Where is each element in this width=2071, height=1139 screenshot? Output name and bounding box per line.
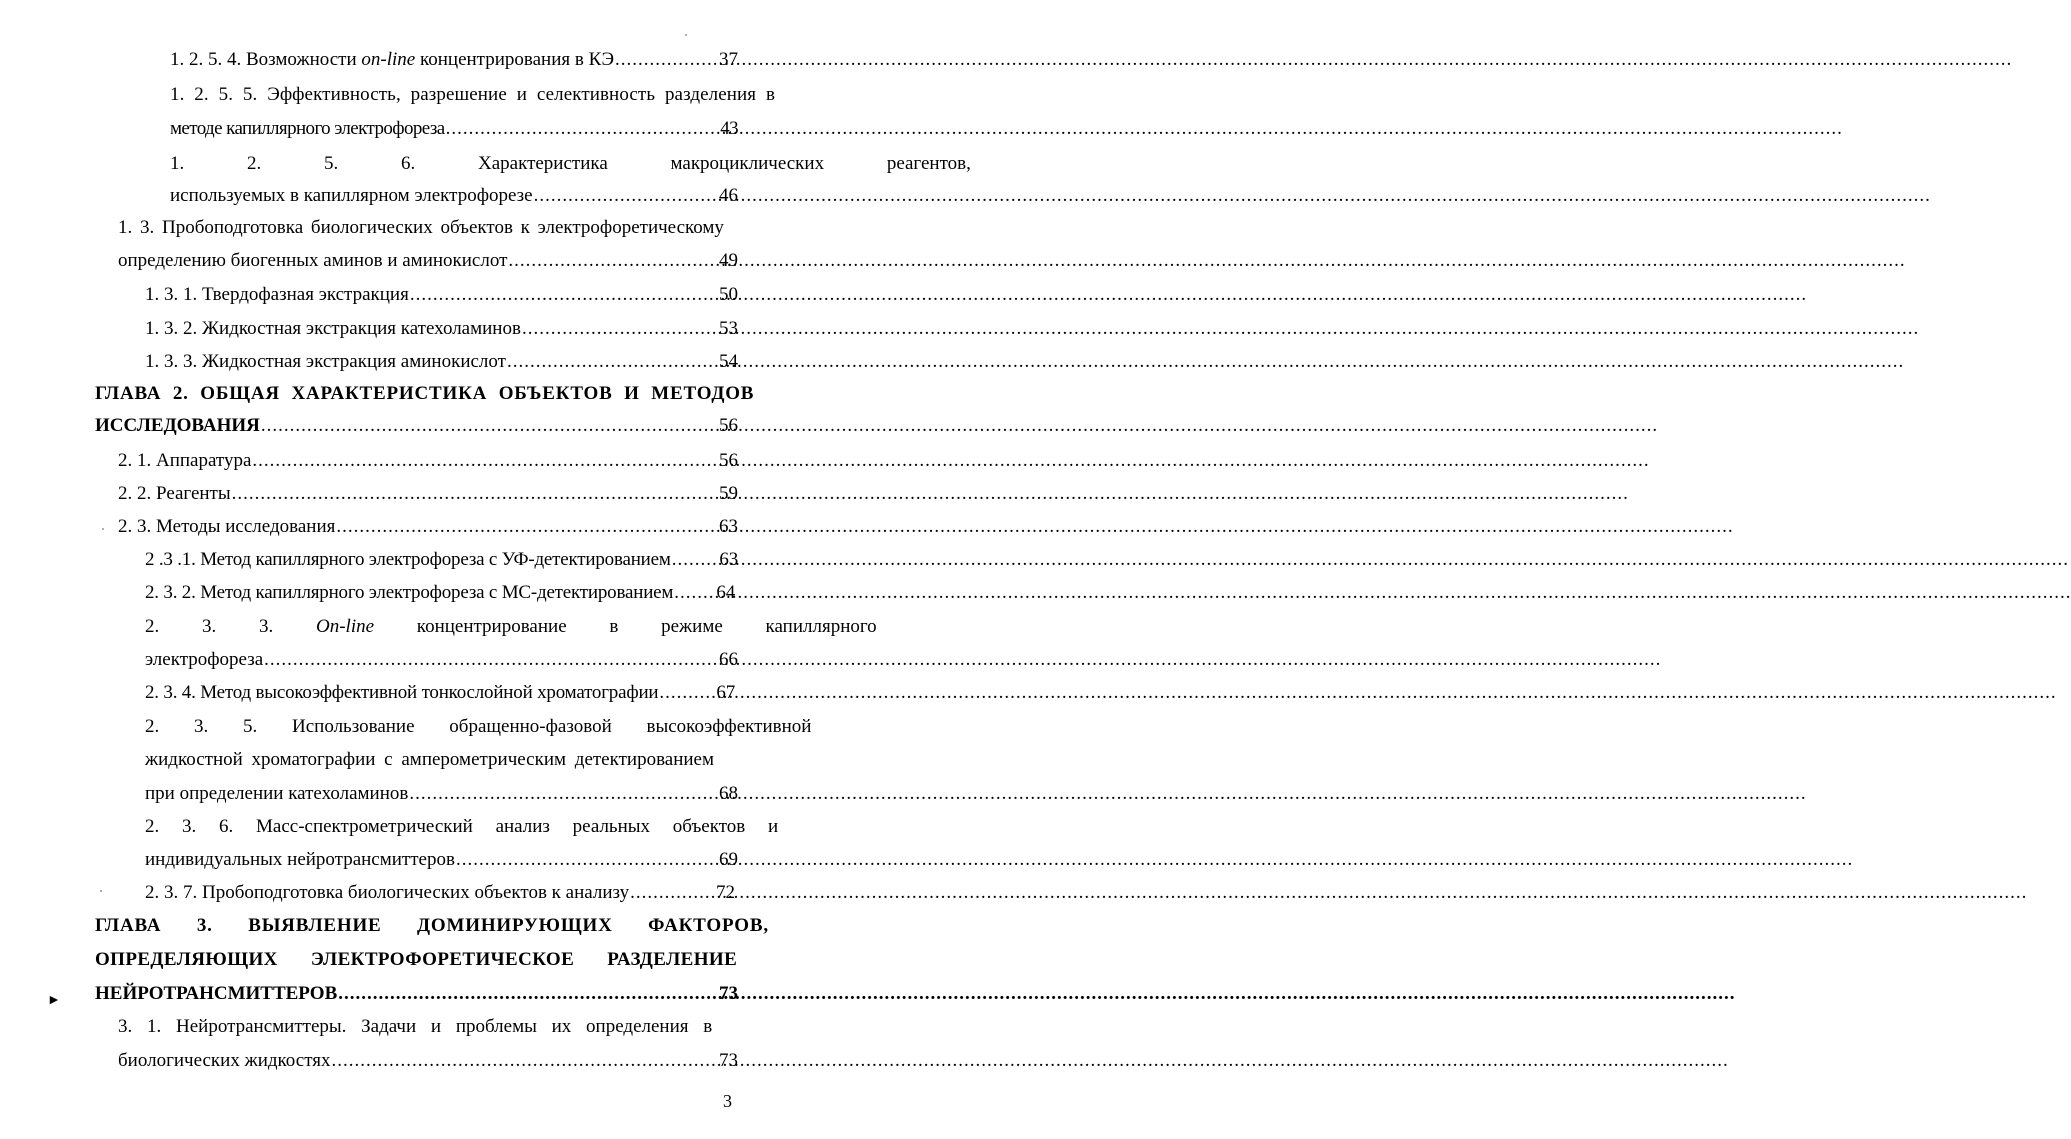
toc-title: 3. 1. Нейротрансмиттеры. Задачи и проблемы их определения в — [118, 1016, 713, 1037]
toc-page-number: 43 — [720, 118, 738, 139]
toc-entry-2-3-1 — [145, 548, 738, 572]
toc-entry-2-3-5-line3 — [145, 782, 738, 806]
toc-entry-1-2-5-4 — [170, 48, 738, 72]
page-number: 3 — [723, 1091, 732, 1111]
toc-page-number: 53 — [719, 318, 738, 339]
toc-title: 2. 3. 5. Использование обращенно-фазовой высокоэффективной — [145, 716, 812, 737]
toc-title: 1. 3. Пробоподготовка биологических объектов к электрофоретическому — [118, 217, 724, 238]
toc-title: 1. 2. 5. 6. Характеристика макроциклических реагентов, — [170, 153, 971, 174]
toc-title: 1. 3. 1. Твердофазная экстракция — [145, 284, 409, 305]
toc-page-number: 63 — [719, 549, 738, 570]
toc-title: жидкостной хроматографии с амперометрическим детектированием — [145, 749, 715, 770]
toc-leader — [674, 581, 715, 605]
toc-entry-1-2-5-6-line1 — [170, 152, 971, 176]
toc-page-number: 64 — [716, 582, 735, 603]
toc-title: при определении катехоламинов — [145, 783, 409, 804]
toc-entry-1-2-5-6-line2 — [170, 184, 738, 208]
toc-entry-1-2-5-5-line1 — [170, 83, 776, 107]
toc-leader — [264, 648, 718, 672]
toc-page-number: 56 — [719, 450, 738, 471]
toc-entry-2-3-2 — [145, 581, 735, 605]
toc-entry-1-3-3 — [145, 350, 738, 374]
toc-leader — [252, 449, 718, 473]
toc-chapter-3-line2 — [95, 948, 743, 972]
toc-page-number: 72 — [716, 882, 735, 903]
toc-entry-3-1-line1 — [118, 1015, 741, 1039]
toc-title: методе капиллярного электрофореза — [170, 118, 445, 139]
toc-page-number: 63 — [719, 516, 738, 537]
toc-leader — [410, 283, 718, 307]
toc-entry-2-3-6-line1 — [145, 815, 779, 839]
toc-page-number: 73 — [719, 983, 738, 1004]
toc-title: 1. 3. 2. Жидкостная экстракция катехоламинов — [145, 318, 521, 339]
toc-page-number: 68 — [719, 783, 738, 804]
toc-page-number: 67 — [716, 682, 735, 703]
scan-speck — [100, 890, 102, 892]
toc-entry-1-3-line2 — [118, 249, 738, 273]
toc-title: 2 .3 .1. Метод капиллярного электрофореза с УФ-детектированием — [145, 549, 671, 570]
toc-title: 2. 2. Реагенты — [118, 483, 231, 504]
toc-title: ГЛАВА 3. ВЫЯВЛЕНИЕ ДОМИНИРУЮЩИХ ФАКТОРОВ, — [95, 915, 769, 936]
toc-title: 2. 3. 4. Метод высокоэффективной тонкослойной хроматографии — [145, 682, 659, 703]
toc-title: используемых в капиллярном электрофорезе — [170, 185, 533, 206]
toc-page-number: 37 — [719, 49, 738, 70]
toc-title: 2. 1. Аппаратура — [118, 450, 252, 471]
toc-page-number: 46 — [719, 185, 738, 206]
toc-entry-2-3-5-line2 — [145, 748, 741, 772]
toc-chapter-2-line1 — [95, 382, 755, 406]
toc-page-number: 54 — [719, 351, 738, 372]
toc-leader — [261, 414, 718, 438]
toc-title: биологических жидкостях — [118, 1050, 331, 1071]
toc-page-number: 50 — [719, 284, 738, 305]
toc-page-number: 66 — [719, 649, 738, 670]
toc-title: ИССЛЕДОВАНИЯ — [95, 415, 260, 436]
toc-title: НЕЙРОТРАНСМИТТЕРОВ — [95, 983, 338, 1004]
toc-entry-3-1-line2 — [118, 1049, 738, 1073]
toc-leader — [672, 548, 719, 572]
toc-leader — [508, 249, 718, 273]
scan-artifact-icon: ► — [47, 993, 61, 1008]
toc-entry-2-3-3-line2 — [145, 648, 738, 672]
toc-title: определению биогенных аминов и аминокислот — [118, 250, 508, 271]
toc-leader — [630, 881, 715, 905]
toc-title: электрофореза — [145, 649, 264, 670]
toc-leader — [446, 117, 720, 141]
toc-page-number: 73 — [719, 1050, 738, 1071]
toc-entry-1-3-1 — [145, 283, 738, 307]
toc-chapter-3-line1 — [95, 914, 769, 938]
toc-title: 2. 3. 6. Масс-спектрометрический анализ реальных объектов и — [145, 816, 779, 837]
scan-speck — [102, 528, 104, 530]
toc-chapter-3-line3 — [95, 982, 738, 1006]
toc-entry-2-3 — [118, 515, 738, 539]
scan-speck — [685, 34, 687, 36]
toc-title: ГЛАВА 2. ОБЩАЯ ХАРАКТЕРИСТИКА ОБЪЕКТОВ И МЕТОДОВ — [95, 383, 755, 404]
toc-leader — [456, 848, 718, 872]
toc-entry-2-3-6-line2 — [145, 848, 738, 872]
toc-page-number: 56 — [719, 415, 738, 436]
toc-page-number: 59 — [719, 483, 738, 504]
toc-entry-2-3-7 — [145, 881, 735, 905]
toc-title: ОПРЕДЕЛЯЮЩИХ ЭЛЕКТРОФОРЕТИЧЕСКОЕ РАЗДЕЛЕНИЕ — [95, 949, 738, 970]
toc-entry-2-3-3-line1 — [145, 615, 877, 639]
toc-entry-2-3-5-line1 — [145, 715, 812, 739]
toc-title: 1. 2. 5. 4. Возможности on-line концентрирования в КЭ — [170, 49, 615, 70]
toc-title: 2. 3. Методы исследования — [118, 516, 336, 537]
toc-entry-1-3-line1 — [118, 216, 742, 240]
toc-leader — [232, 482, 718, 506]
toc-page-number: 69 — [719, 849, 738, 870]
toc-title: индивидуальных нейротрансмиттеров — [145, 849, 455, 870]
toc-entry-1-2-5-5-line2 — [170, 117, 738, 141]
toc-entry-2-3-4 — [145, 681, 735, 705]
toc-leader — [615, 48, 718, 72]
toc-leader — [338, 982, 718, 1006]
toc-chapter-2-line2 — [95, 414, 738, 438]
toc-entry-2-1 — [118, 449, 738, 473]
toc-page-number: 49 — [719, 250, 738, 271]
toc-entry-1-3-2 — [145, 317, 738, 341]
toc-leader — [659, 681, 715, 705]
toc-leader — [332, 1049, 719, 1073]
toc-title: 2. 3. 3. On-line концентрирование в режиме капиллярного — [145, 616, 877, 637]
toc-title: 2. 3. 7. Пробоподготовка биологических объектов к анализу — [145, 882, 630, 903]
toc-title: 1. 3. 3. Жидкостная экстракция аминокислот — [145, 351, 506, 372]
toc-leader — [534, 184, 718, 208]
toc-title: 2. 3. 2. Метод капиллярного электрофореза с МС-детектированием — [145, 582, 674, 603]
document-page — [0, 0, 971, 1139]
toc-leader — [522, 317, 718, 341]
toc-entry-2-2 — [118, 482, 738, 506]
toc-leader — [336, 515, 718, 539]
toc-leader — [409, 782, 718, 806]
toc-leader — [507, 350, 718, 374]
toc-title: 1. 2. 5. 5. Эффективность, разрешение и селективность разделения в — [170, 84, 776, 105]
